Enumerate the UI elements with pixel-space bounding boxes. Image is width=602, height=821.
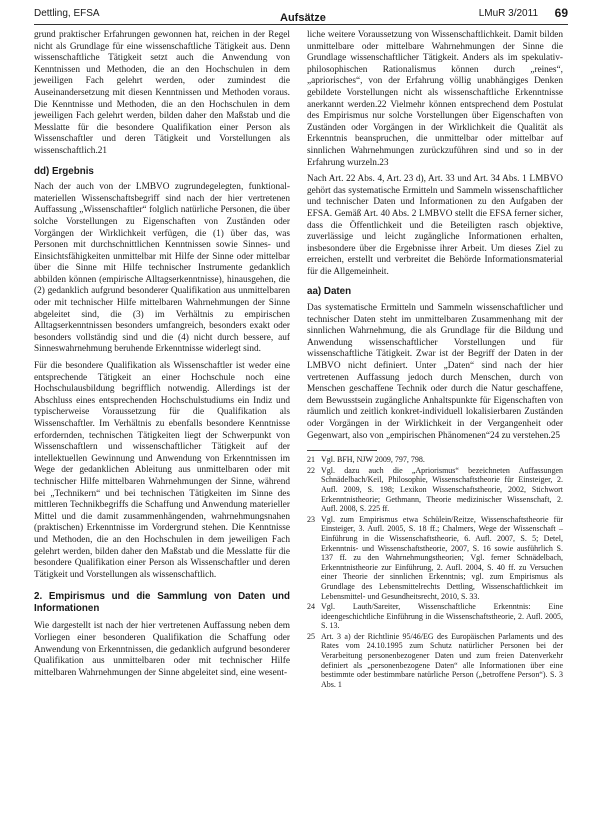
footnote bbox=[307, 455, 563, 465]
paragraph: Für die besondere Qualifikation als Wissenschaftler ist weder eine entsprechende Tätigkeit an einer Hochschule noch eine Hochschulausbildung begrifflich notwendig. Allerdings ist der Abschluss eines entsprechenden Hochschulstudiums ein Indiz und typischerweise Voraussetzung für die Qualifikation als Wissenschaftler. Im Verhältnis zu ebenfalls besondere Kenntnisse erfordernden, technischen Tätigkeiten liegt der Schwerpunkt von Wissenschaftlern und wissenschaftlicher Tätigkeit auf der intellektuellen Gewinnung und Anwendung von Erkenntnissen im Wege der gedanklichen Ableitung aus unmittelbaren oder mit technischer Hilfe mittelbaren Wahrnehmungen der Sinne, während bei „Technikern“ und bei technischen Tätigkeiten im Sinne des mittleren Technikbegriffs die Schaffung und Anwendung materieller Mittel und die damit zusammenhängenden, wahrnehmungsnahen (praktischen) Erkenntnisse im Vordergrund stehen. Die Kenntnisse und Methoden, die an den Hochschulen in dem jeweiligen Fach gelehrt werden, bilden daher den Maßstab und die Messlatte für die besondere Qualifikation einer Person als Wissenschaftler und deren Tätigkeit und Vorstellungen als wissenschaftlich. bbox=[34, 361, 290, 580]
paragraph: Wie dargestellt ist nach der hier vertretenen Auffassung neben dem Vorliegen einer besonderen Qualifikation die Schaffung oder Anwendung von Erkenntnissen, die gedanklich aufgrund besonderer Qualifikation aus unmittelbaren oder mit technischer Hilfe mittelbaren Wahrnehmungen der Sinne abgeleitet sind, eine wesent- bbox=[34, 621, 290, 678]
heading-daten: aa) Daten bbox=[307, 286, 352, 298]
footnote-number: 21 bbox=[307, 455, 315, 465]
paragraph: Nach der auch von der LMBVO zugrundegelegten, funktional-materiellen Wissenschaftsbegriff sind nach der hier vertretenen Auffassung „Wissenschaftler“ folglich natürliche Personen, die über solche Vorstellungen zu Eigenschaften von Zuständen oder Vorgängen der Wirklichkeit verfügen, die (1) über das, was Personen mit durchschnittlichen Kenntnissen sowie Sinnes- und Einsichtsfähigkeiten unmittelbar mit Hilfe der Sinne oder mittelbar über die Sinne mit Hilfe technischer Instrumente gedanklich abbilden können (empirische Alltagserkenntnisse), hinausgehen, die (2) gedanklich aufgrund besonderer Qualifikation aus unmittelbaren oder mit technischer Hilfe mittelbaren Wahrnehmungen der Sinne abgeleitet sind, die (3) im Verhältnis zu empirischen Alltagserkenntnissen besonders umfangreich, besonders exakt oder besonders vollständig sind und die (4) nicht durch bessere, auf Sinneswahrnehmung beruhende Erkenntnisse widerlegt sind. bbox=[34, 182, 290, 355]
footnote-text: Art. 3 a) der Richtlinie 95/46/EG des Europäischen Parlaments und des Rates vom 24.10.1995 zum Schutz natürlicher Personen bei der Verarbeitung personenbezogener Daten und zum freien Datenverkehr definiert als „personenbezogene Daten“ alle Informationen über eine bestimmte oder bestimmbare natürliche Person („betroffene Person“). S. 3 Abs. 1 bbox=[321, 631, 563, 689]
heading-empirismus: 2. Empirismus und die Sammlung von Daten und Informationen bbox=[34, 591, 290, 615]
footnote bbox=[307, 602, 563, 631]
header-author: Dettling, EFSA bbox=[34, 8, 100, 19]
running-header bbox=[34, 4, 568, 26]
heading-ergebnis: dd) Ergebnis bbox=[34, 165, 94, 177]
footnote-number: 23 bbox=[307, 514, 315, 524]
paragraph: grund praktischer Erfahrungen gewonnen hat, reichen in der Regel nicht als Grundlage für eine wissenschaftliche Tätigkeit aus. Denn wissenschaftliche Tätigkeit setzt auch die Anwendung von Kenntnissen und Methoden, die an den Hochschulen in dem jeweiligen Fach gelehrt werden, oder zumindest die Auseinandersetzung mit diesen Kenntnissen und Methoden voraus. Die Kenntnisse und Methoden, die an den Hochschulen in dem jeweiligen Fach gelehrt werden, bilden daher den Maßstab und die Messlatte für die besondere Qualifikation einer Person als Wissenschaftler und deren Tätigkeit und Vorstellungen als wissenschaftlich.21 bbox=[34, 30, 290, 156]
footnote-text: Vgl. BFH, NJW 2009, 797, 798. bbox=[321, 455, 425, 465]
footnote-text: Vgl. zum Empirismus etwa Schülein/Reitze, Wissenschaftstheorie für Einsteiger, 3. Aufl. 2005, S. 18 ff.; Chalmers, Wege der Wissenschaft – Einführung in die Wissenschaftstheorie, 6. Aufl. 2007, S. 5; Detel, Erkenntnis- und Wissenschaftstheorie, 2007, S. 16 sowie ausführlich S. 137 ff. zu den Wahrnehmungstheorien; Vgl. ferner Schnädelbach, Erkenntnistheorie zur Einführung, 2. Aufl. 2004, S. 40 ff. zu Versuchen einer Theorie der sinnlichen Erkenntnis; vgl. zum Empirismus als Grundlage des Lebensmittelrechts Dettling, Wissenschaftlichkeit im Lebensmittel- und Gesundheitsrecht, 2010, S. 33. bbox=[321, 514, 563, 601]
page-number: 69 bbox=[554, 6, 568, 20]
footnote bbox=[307, 466, 563, 514]
left-column bbox=[34, 30, 290, 684]
paragraph: Nach Art. 22 Abs. 4, Art. 23 d), Art. 33 und Art. 34 Abs. 1 LMBVO gehört das systematische Ermitteln und Sammeln wissenschaftlicher und technischer Daten und Informationen zu den Aufgaben der EFSA. Gemäß Art. 40 Abs. 2 LMBVO stellt die EFSA ferner sicher, dass die Öffentlichkeit und die Beteiligten rasch objektive, zuverlässige und leicht zugängliche Informationen erhalten, insbesondere über die Ergebnisse ihrer Arbeit. Um dieses Ziel zu erreichen, erstellt und verbreitet die Behörde Informationsmaterial für die Allgemeinheit. bbox=[307, 174, 563, 277]
header-rule bbox=[34, 24, 568, 25]
footnote-rule bbox=[307, 450, 377, 451]
header-journal: LMuR 3/2011 bbox=[478, 8, 538, 19]
footnote-text: Vgl. Lauth/Sareiter, Wissenschaftliche Erkenntnis: Eine ideengeschichtliche Einführung in die Wissenschaftstheorie, 2. Aufl. 2005, S. 13. bbox=[321, 602, 563, 631]
footnote bbox=[307, 632, 563, 690]
paragraph: liche weitere Voraussetzung von Wissenschaftlichkeit. Damit bilden unmittelbare oder mittelbare Wahrnehmungen der Sinne die Grundlage wissenschaftlicher Tätigkeit. Anders als im spekulativ-philosophischen Rationalismus können durch „reines“, „apriorisches“, von der Erfahrung völlig unabhängiges Denken gebildete Vorstellungen nicht als wissenschaftliche Erkenntnisse anerkannt werden.22 Vielmehr können entsprechend dem Postulat des Empirismus nur solche Vorstellungen über Eigenschaften von Zuständen oder Vorgängen in der Wirklichkeit die Qualität als Erkenntnis beanspruchen, die unmittelbar oder mittelbar auf sinnlichen Wahrnehmungen zurückzuführen sind und so in der Erfahrung wurzeln.23 bbox=[307, 30, 563, 168]
footnote bbox=[307, 515, 563, 601]
paragraph: Das systematische Ermitteln und Sammeln wissenschaftlicher und technischer Daten steht im unmittelbaren Zusammenhang mit der sinnlichen Wahrnehmung, die als Grundlage für die Bildung und Anwendung wissenschaftlicher Vorstellungen und für wissenschaftliche Tätigkeit. Zwar ist der Begriff der Daten in der LMBVO nicht definiert. Unter „Daten“ sind nach der hier vertretenen Auffassung jedoch durch Menschen, durch von Menschen geschaffene Technik oder durch die Natur geschaffene, dem Bewusstsein zugängliche Anhaltspunkte für Eigenschaften von räumlich und zeitlich konkret-individuell lokalisierbaren Zuständen oder Vorgängen in der Wirklichkeit in der Vergangenheit oder Gegenwart, also von „empirischen Phänomenen“24 zu verstehen.25 bbox=[307, 303, 563, 441]
footnote-number: 24 bbox=[307, 602, 315, 612]
footnote-number: 22 bbox=[307, 465, 315, 475]
footnote-text: Vgl. dazu auch die „Apriorismus“ bezeichneten Auffassungen Schnädelbach/Keil, Philosophie, Wissenschaftstheorie für Einsteiger, 2. Aufl. 2009, S. 198; Lexikon Wissenschaftstheorie, 2002, Stichwort Erkenntnistheorie; Gethmann, Theorie medizinischer Wissenschaft, 2. Aufl. 2008, S. 225 ff. bbox=[321, 465, 563, 514]
right-column bbox=[307, 30, 563, 690]
header-section: Aufsätze bbox=[280, 12, 326, 24]
footnote-number: 25 bbox=[307, 631, 315, 641]
